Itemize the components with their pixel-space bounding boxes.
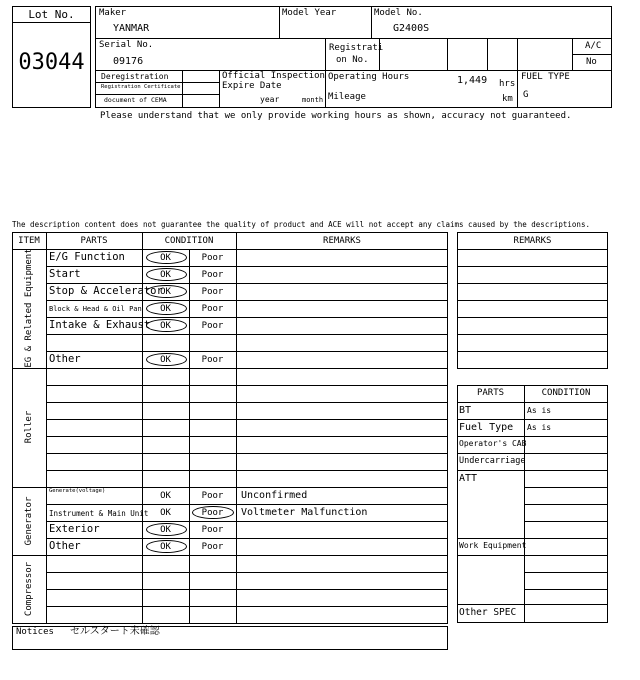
hrs-unit: hrs (499, 79, 516, 89)
lot-label: Lot No. (28, 8, 75, 21)
eg-part-label: Start (49, 268, 81, 280)
notices-text: セルスタート未確認 (70, 626, 160, 637)
gen-part-label: Generate(voltage) (49, 488, 106, 494)
header-remarks: REMARKS (323, 236, 361, 246)
condition-poor: Poor (201, 287, 224, 297)
km-unit: km (502, 94, 513, 104)
ok-selected-circle (146, 302, 187, 315)
condition-ok: OK (160, 508, 171, 518)
year-label: year (260, 95, 280, 104)
model-year-label: Model Year (282, 8, 337, 18)
eg-part-label: Other (49, 353, 81, 365)
right-parts-header: PARTS (476, 388, 505, 398)
op-hours-label: Operating Hours (328, 72, 410, 82)
disclaimer: The description content does not guarantee the quality of product and ACE will not accept any claims caused by the descriptions. (12, 220, 590, 229)
op-hours-value: 1,449 (457, 75, 488, 86)
condition-ok: OK (160, 287, 171, 297)
condition-ok: OK (160, 321, 171, 331)
right-part-label: Other SPEC (459, 607, 517, 618)
gen-part-label: Instrument & Main Unit (49, 509, 149, 518)
ok-selected-circle (146, 540, 187, 553)
condition-ok: OK (160, 542, 171, 552)
maker-value: YANMAR (113, 23, 150, 34)
right-condition-header: CONDITION (541, 388, 591, 398)
gen-part-label: Exterior (49, 523, 100, 535)
ok-selected-circle (146, 523, 187, 536)
condition-ok: OK (160, 355, 171, 365)
right-part-label: Fuel Type (459, 422, 514, 433)
fuel-label: FUEL TYPE (521, 72, 570, 82)
right-part-label: Undercarriage (459, 456, 526, 466)
ok-selected-circle (146, 251, 187, 264)
mileage-label: Mileage (328, 92, 366, 102)
condition-poor: Poor (201, 542, 224, 552)
header-parts: PARTS (80, 236, 108, 246)
condition-ok: OK (160, 304, 171, 314)
right-part-label: BT (459, 405, 472, 416)
ok-selected-circle (146, 353, 187, 366)
condition-poor: Poor (201, 321, 224, 331)
model-no-label: Model No. (374, 8, 423, 18)
right-part-label: Operator's CAB (459, 439, 527, 448)
gen-remark: Voltmeter Malfunction (241, 507, 368, 518)
deregistration-label: Deregistration (101, 72, 169, 81)
eg-part-label: E/G Function (49, 251, 125, 263)
section-eg-label: EG & Related Equipment (24, 248, 34, 368)
inspection-label-2: Expire Date (222, 81, 282, 91)
registration-label-2: on No. (336, 55, 369, 65)
registration-label-1: Registrati (329, 43, 384, 53)
condition-poor: Poor (201, 525, 224, 535)
model-no-value: G2400S (393, 23, 430, 34)
header-item: ITEM (18, 236, 40, 246)
condition-ok: OK (160, 491, 171, 501)
ok-selected-circle (146, 285, 187, 298)
condition-ok: OK (160, 253, 171, 263)
inspection-label-1: Official Inspection (222, 71, 325, 81)
serial-value: 09176 (113, 56, 144, 67)
ac-label: A/C (585, 41, 602, 51)
right-remarks-header: REMARKS (513, 236, 552, 246)
header-condition: CONDITION (164, 236, 214, 246)
section-roller-label: Roller (24, 410, 34, 444)
section-compressor-label: Compressor (24, 561, 34, 617)
condition-poor: Poor (201, 253, 224, 263)
cema-label: document of CEMA (104, 96, 167, 104)
condition-poor: Poor (201, 508, 224, 518)
right-part-label: ATT (459, 473, 478, 484)
fuel-value: G (523, 90, 529, 100)
condition-ok: OK (160, 270, 171, 280)
condition-poor: Poor (201, 491, 224, 501)
notices-label: Notices (16, 627, 54, 637)
eg-part-label: Stop & Accelerator (49, 285, 163, 297)
condition-poor: Poor (201, 355, 224, 365)
lot-number: 03044 (18, 50, 85, 75)
condition-ok: OK (160, 525, 171, 535)
gen-part-label: Other (49, 540, 81, 552)
poor-selected-circle (192, 506, 234, 519)
condition-poor: Poor (201, 304, 224, 314)
ok-selected-circle (146, 319, 187, 332)
right-condition-value: As is (527, 406, 552, 415)
gen-remark: Unconfirmed (241, 490, 308, 501)
eg-part-label: Intake & Exhaust (49, 319, 151, 331)
right-condition-value: As is (527, 423, 552, 432)
accuracy-note: Please understand that we only provide working hours as shown, accuracy not guaranteed. (100, 111, 572, 121)
condition-poor: Poor (201, 270, 224, 280)
right-part-label: Work Equipment (459, 541, 527, 550)
maker-label: Maker (99, 8, 127, 18)
eg-part-label: Block & Head & Oil Pan (49, 305, 142, 313)
ok-selected-circle (146, 268, 187, 281)
ac-value: No (586, 57, 597, 67)
month-label: month (302, 96, 324, 104)
reg-cert-label: Registration Certificate (101, 84, 181, 90)
section-generator-label: Generator (24, 496, 34, 546)
serial-label: Serial No. (99, 40, 154, 50)
